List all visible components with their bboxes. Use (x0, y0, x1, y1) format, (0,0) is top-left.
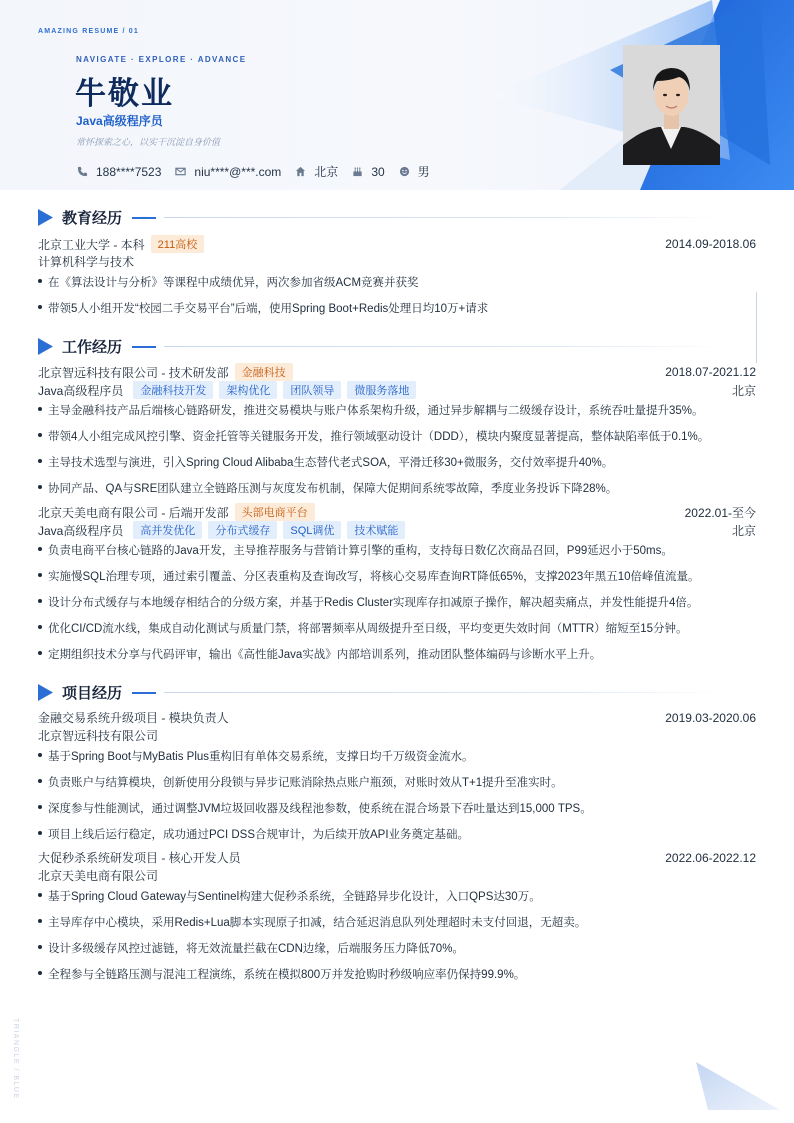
job-period: 2022.01-至今 (684, 505, 756, 520)
list-item: 设计多级缓存风控过滤链，将无效流量拦截在CDN边缘，后端服务压力降低70%。 (38, 940, 756, 956)
divider (756, 292, 757, 363)
list-item: 负责电商平台核心链路的Java开发，主导推荐服务与营销计算引擎的重构，支持每日数亿次商品召回，P99延迟小于50ms。 (38, 542, 756, 558)
list-item: 主导金融科技产品后端核心链路研发，推进交易模块与账户体系架构升级，通过异步解耦与二级缓存设计，系统吞吐量提升35%。 (38, 402, 756, 418)
profile-photo (623, 45, 720, 165)
triangle-marker-icon (38, 209, 53, 226)
job-period: 2018.07-2021.12 (665, 365, 756, 379)
job-header (38, 363, 756, 381)
list-item: 项目上线后运行稳定，成功通过PCI DSS合规审计，为后续开放API业务奠定基础。 (38, 826, 756, 842)
skill-tag: 高并发优化 (133, 521, 202, 539)
section-education-header (38, 207, 738, 228)
contact-phone (77, 165, 161, 179)
list-item: 基于Spring Cloud Gateway与Sentinel构建大促秒杀系统，全链路异步化设计，入口QPS达30万。 (38, 888, 756, 904)
list-item: 优化CI/CD流水线，集成自动化测试与质量门禁，将部署频率从周级提升至日级，平均变更失效时间（MTTR）缩短至15分钟。 (38, 620, 756, 636)
project-header (38, 849, 756, 866)
contact-email (175, 165, 281, 179)
list-item: 带领4人小组完成风控引擎、资金托管等关键服务开发，推行领域驱动设计（DDD），模块内聚度显著提高，整体缺陷率低于0.1%。 (38, 428, 756, 444)
job-location: 北京 (731, 523, 756, 538)
list-item: 协同产品、QA与SRE团队建立全链路压测与灰度发布机制，保障大促期间系统零故障，季度业务投诉下降28%。 (38, 480, 756, 496)
skill-tag: 技术赋能 (347, 521, 405, 539)
candidate-name: 牛敬业 (75, 76, 174, 111)
section-title: 工作经历 (62, 339, 123, 356)
mail-icon (175, 166, 186, 177)
list-item: 设计分布式缓存与本地缓存相结合的分级方案，并基于Redis Cluster实现库存扣减原子操作，解决超卖痛点，并发性能提升4倍。 (38, 594, 756, 610)
job-role: Java高级程序员 (38, 523, 124, 538)
project-name: 金融交易系统升级项目 - 模块负责人 (38, 711, 229, 725)
corner-triangle-decoration (690, 1060, 794, 1112)
job-role-row (38, 381, 756, 399)
project-period: 2019.03-2020.06 (665, 710, 756, 725)
company-tag: 头部电商平台 (235, 503, 315, 521)
project-name: 大促秒杀系统研发项目 - 核心开发人员 (38, 851, 241, 865)
skill-tag: 架构优化 (219, 381, 277, 399)
project-header (38, 709, 756, 726)
smile-icon (399, 166, 410, 177)
list-item: 主导技术选型与演进，引入Spring Cloud Alibaba生态替代老式SOA，平滑迁移30+微服务，交付效率提升40%。 (38, 454, 756, 470)
skill-tag: 分布式缓存 (208, 521, 277, 539)
list-item: 实施慢SQL治理专项，通过索引覆盖、分区表重构及查询改写，将核心交易库查询RT降低65%，支撑2023年黑五10倍峰值流量。 (38, 568, 756, 584)
side-watermark-text: TRIANGLE / BLUE (12, 1018, 19, 1100)
education-period: 2014.09-2018.06 (665, 237, 756, 251)
company-name: 北京智远科技有限公司 - 技术研发部 (38, 365, 229, 380)
contact-gender (399, 163, 430, 180)
email-text: niu****@***.com (194, 164, 282, 179)
company-name: 北京天美电商有限公司 - 后端开发部 (38, 505, 229, 520)
city-text: 北京 (314, 165, 339, 179)
list-item: 在《算法设计与分析》等课程中成绩优异，两次参加省级ACM竞赛并获奖 (38, 274, 756, 290)
project-period: 2022.06-2022.12 (665, 850, 756, 865)
age-text: 30 (371, 164, 385, 179)
header-slogan: NAVIGATE · EXPLORE · ADVANCE (76, 55, 247, 64)
section-projects-header (38, 682, 738, 703)
list-item: 负责账户与结算模块，创新使用分段锁与异步记账消除热点账户瓶颈，对账时效从T+1提升至准实时。 (38, 774, 756, 790)
education-entry-header (38, 235, 756, 253)
section-divider (164, 346, 726, 347)
skill-tag: 金融科技开发 (133, 381, 213, 399)
list-item: 带领5人小组开发“校园二手交易平台”后端，使用Spring Boot+Redis处理日均10万+请求 (38, 300, 756, 316)
resume-header (0, 0, 794, 190)
project-org: 北京天美电商有限公司 (38, 869, 159, 883)
job-header (38, 503, 756, 521)
school-tag: 211高校 (151, 235, 205, 253)
skill-tag: 微服务落地 (347, 381, 416, 399)
skill-tag: 团队领导 (283, 381, 341, 399)
education-major-row (38, 253, 756, 270)
contact-age (352, 165, 384, 179)
job-location: 北京 (731, 383, 756, 398)
phone-icon (77, 166, 88, 177)
triangle-marker-icon (38, 338, 53, 355)
gender-text: 男 (417, 165, 430, 179)
motto: 常怀探索之心，以实干沉淀自身价值 (76, 137, 221, 147)
job-title: Java高级程序员 (76, 114, 163, 128)
cake-icon (352, 166, 363, 177)
section-divider (164, 692, 726, 693)
section-dash (132, 346, 156, 348)
phone-text: 188****7523 (96, 164, 162, 179)
major: 计算机科学与技术 (38, 255, 135, 269)
project-org: 北京智远科技有限公司 (38, 729, 159, 743)
list-item: 定期组织技术分享与代码评审，输出《高性能Java实战》内部培训系列，推动团队整体编码与诊断水平上升。 (38, 646, 756, 662)
section-dash (132, 217, 156, 219)
list-item: 基于Spring Boot与MyBatis Plus重构旧有单体交易系统，支撑日均千万级资金流水。 (38, 748, 756, 764)
home-icon (295, 166, 306, 177)
job-role-row (38, 521, 756, 539)
contact-city (295, 163, 338, 180)
list-item: 全程参与全链路压测与混沌工程演练，系统在模拟800万并发抢购时秒级响应率仍保持99.9%。 (38, 966, 756, 982)
project-org-row (38, 727, 756, 744)
triangle-marker-icon (38, 684, 53, 701)
contact-bar (77, 163, 444, 180)
section-dash (132, 692, 156, 694)
skill-tag: SQL调优 (283, 521, 341, 539)
company-tag: 金融科技 (235, 363, 293, 381)
section-work-header (38, 336, 738, 357)
section-title: 项目经历 (62, 685, 123, 702)
school-name: 北京工业大学 - 本科 (38, 237, 145, 252)
section-divider (164, 217, 726, 218)
list-item: 深度参与性能测试，通过调整JVM垃圾回收器及线程池参数，使系统在混合场景下吞吐量达到15,000 TPS。 (38, 800, 756, 816)
list-item: 主导库存中心模块，采用Redis+Lua脚本实现原子扣减，结合延迟消息队列处理超时未支付回退，无超卖。 (38, 914, 756, 930)
resume-series-label: AMAZING RESUME / 01 (38, 28, 139, 35)
project-org-row (38, 867, 756, 884)
job-role: Java高级程序员 (38, 383, 124, 398)
section-title: 教育经历 (62, 210, 123, 227)
